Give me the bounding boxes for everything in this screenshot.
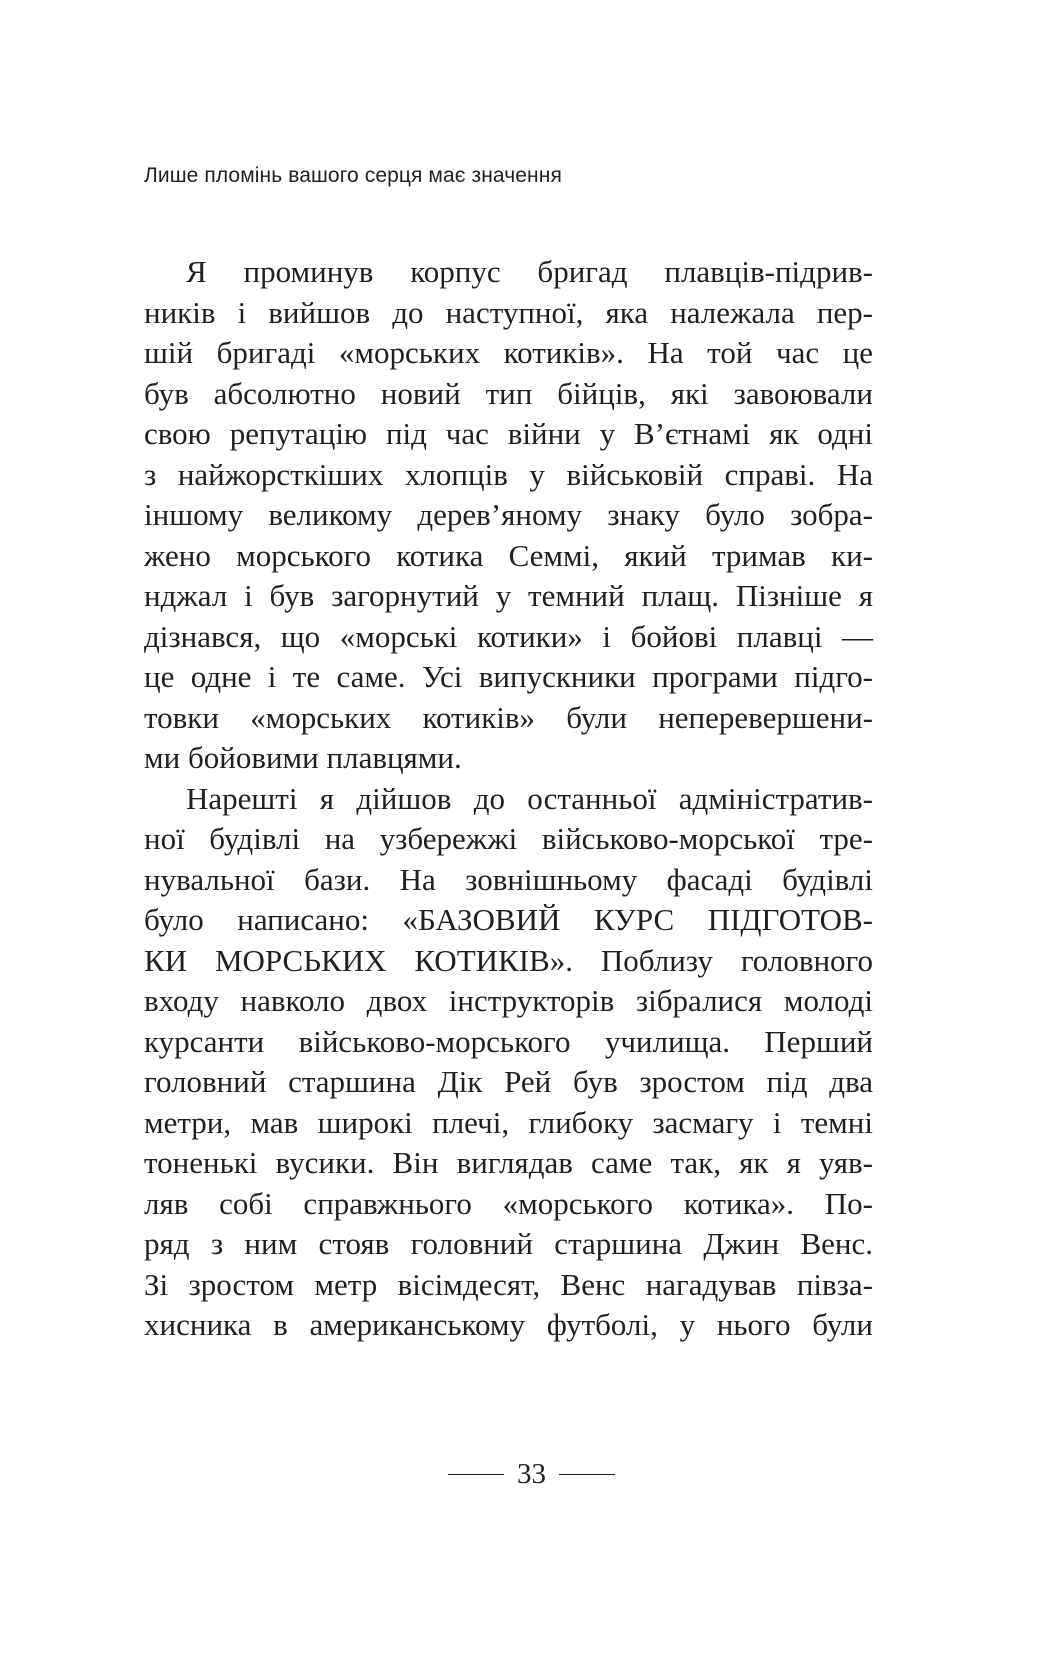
folio-rule-left [448, 1474, 504, 1475]
text-line: було написано: «БАЗОВИЙ КУРС ПІДГОТОВ- [144, 902, 873, 937]
text-line: КИ МОРСЬКИХ КОТИКІВ». Поблизу головного [144, 942, 873, 978]
text-line: нувальної бази. На зовнішньому фасаді будівлі [144, 861, 873, 897]
text-line: це одне і те саме. Усі випускники програми підго- [144, 659, 873, 694]
text-line: з найжорсткіших хлопців у військовій справі. На [144, 456, 873, 492]
text-line: товки «морських котиків» були неперевершени- [144, 699, 873, 735]
text-line: був абсолютно новий тип бійців, які завоювали [144, 375, 873, 411]
page-footer [0, 1457, 1063, 1491]
text-line: головний старшина Дік Рей був зростом під два [144, 1064, 873, 1099]
text-line: іншому великому дерев’яному знаку було зобра- [144, 497, 873, 532]
running-header: Лише пломінь вашого серця має значення [144, 164, 562, 187]
page-number: 33 [517, 1458, 546, 1490]
text-line: ників і вийшов до наступної, яка належала пер- [144, 294, 873, 330]
text-line: дізнався, що «морські котики» і бойові плавці — [144, 618, 873, 654]
text-line: нджал і був загорнутий у темний плащ. Пізніше я [144, 578, 873, 613]
text-line: ряд з ним стояв головний старшина Джин Венс. [144, 1226, 873, 1261]
text-line: жено морського котика Семмі, який тримав ки- [144, 537, 873, 573]
text-line: Я проминув корпус бригад плавців-підрив- [186, 254, 873, 289]
folio-rule-right [559, 1474, 615, 1475]
text-line: метри, мав широкі плечі, глибоку засмагу і темні [144, 1104, 873, 1140]
text-line: Нарешті я дійшов до останньої адміністратив- [186, 780, 873, 816]
text-line: Зі зростом метр вісімдесят, Венс нагадував півза- [144, 1266, 873, 1302]
text-line: шій бригаді «морських котиків». На той час це [144, 335, 873, 370]
text-line: ми бойовими плавцями. [144, 740, 462, 775]
text-line: хисника в американському футболі, у нього були [144, 1307, 873, 1342]
text-line: входу навколо двох інструкторів зібралися молоді [144, 983, 873, 1018]
text-line: ляв собі справжнього «морського котика». По- [144, 1185, 873, 1221]
text-line: ної будівлі на узбережжі військово-морської тре- [144, 821, 873, 856]
text-line: свою репутацію під час війни у В’єтнамі як одні [144, 416, 873, 451]
body-text [144, 252, 873, 1346]
text-line: тоненькі вусики. Він виглядав саме так, як я уяв- [144, 1145, 873, 1180]
text-line: курсанти військово-морського училища. Перший [144, 1023, 873, 1059]
